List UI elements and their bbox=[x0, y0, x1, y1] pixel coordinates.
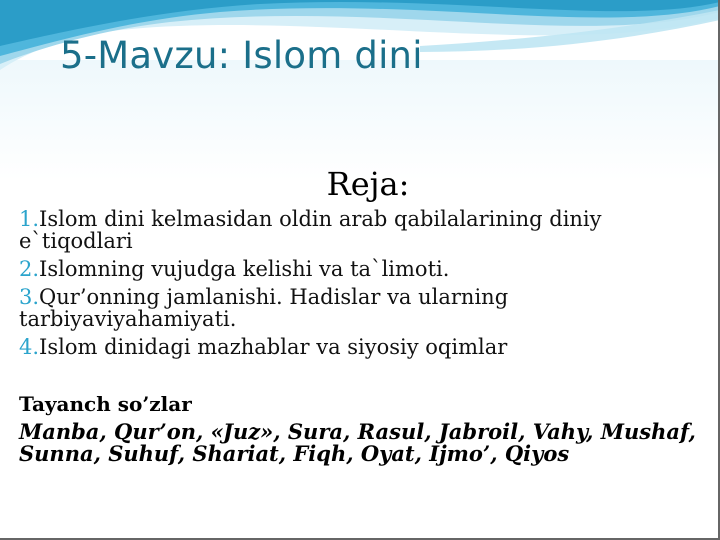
plan-item bbox=[19, 208, 709, 252]
slide-title: 5-Mavzu: Islom dini bbox=[60, 34, 423, 77]
plan-heading: Reja: bbox=[326, 165, 410, 203]
plan-list bbox=[19, 208, 709, 364]
plan-item bbox=[19, 336, 709, 358]
plan-item-text: Islomning vujudga kelishi va ta`limoti. bbox=[39, 257, 450, 281]
plan-item-text: Islom dini kelmasidan oldin arab qabilalarining diniy e`tiqodlari bbox=[19, 207, 602, 253]
plan-item-text: Islom dinidagi mazhablar va siyosiy oqimlar bbox=[39, 335, 508, 359]
keywords-heading: Tayanch so’zlar bbox=[19, 392, 192, 416]
plan-item-number: 1. bbox=[19, 207, 40, 231]
plan-item-number: 4. bbox=[19, 335, 40, 359]
plan-item-number: 2. bbox=[19, 257, 40, 281]
plan-item-text: Qur’onning jamlanishi. Hadislar va ularning tarbiyaviyahamiyati. bbox=[19, 285, 509, 331]
plan-item bbox=[19, 258, 709, 280]
keywords-list: Manba, Qur’on, «Juz», Sura, Rasul, Jabroil, Vahy, Mushaf, Sunna, Suhuf, Shariat, Fiqh, Oyat, Ijmo’, Qiyos bbox=[19, 419, 696, 466]
plan-item-number: 3. bbox=[19, 285, 40, 309]
plan-item bbox=[19, 286, 709, 330]
